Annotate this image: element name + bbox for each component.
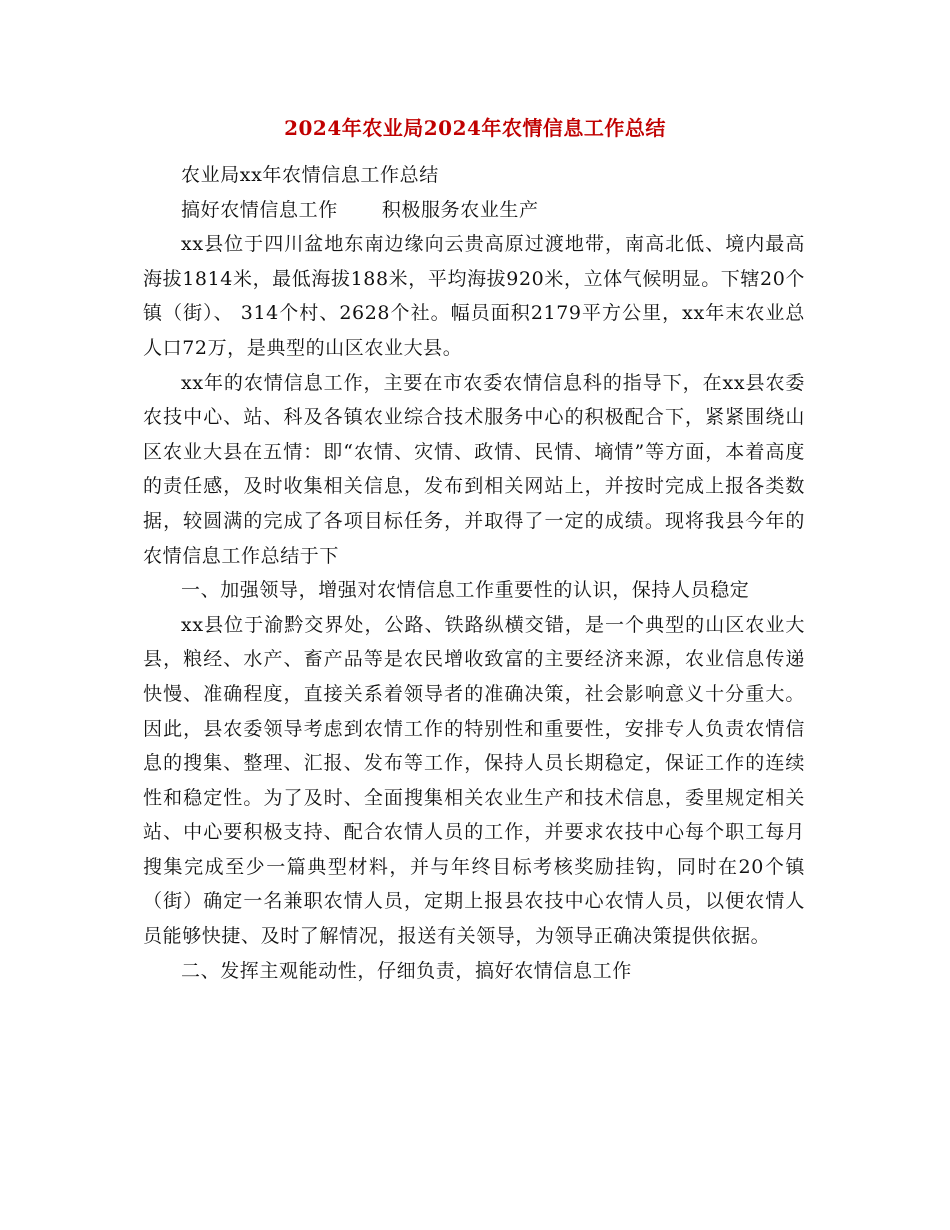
slogan-part-2: 积极服务农业生产	[381, 198, 539, 221]
document-body	[143, 158, 805, 988]
slogan-part-1: 搞好农情信息工作	[181, 198, 338, 221]
document-slogan	[143, 193, 805, 228]
document-subtitle: 农业局xx年农情信息工作总结	[181, 164, 439, 186]
document-title: 2024年农业局2024年农情信息工作总结	[284, 116, 666, 140]
paragraph-intro: xx年的农情信息工作，主要在市农委农情信息科的指导下，在xx县农委农技中心、站、科及各镇农业综合技术服务中心的积极配合下，紧紧围绕山区农业大县在五情：即“农情、灾情、政情、民情、墒情”等方面，本着高度的责任感，及时收集相关信息，发布到相关网站上，并按时完成上报各类数据，较圆满的完成了各项目标任务，并取得了一定的成绩。现将我县今年的农情信息工作总结于下	[143, 371, 805, 567]
section-heading-1: 一、加强领导，增强对农情信息工作重要性的认识，保持人员稳定	[181, 579, 750, 602]
paragraph-overview: xx县位于四川盆地东南边缘向云贵高原过渡地带，南高北低、境内最高海拔1814米，最低海拔188米，平均海拔920米，立体气候明显。下辖20个镇（街）、 314个村、2628个社。幅员面积2179平方公里，xx年末农业总人口72万，是典型的山区农业大县。	[143, 233, 805, 359]
section-heading-2: 二、发挥主观能动性，仔细负责，搞好农情信息工作	[181, 959, 632, 982]
paragraph-section-1: xx县位于渝黔交界处，公路、铁路纵横交错，是一个典型的山区农业大县，粮经、水产、畜产品等是农民增收致富的主要经济来源，农业信息传递快慢、准确程度，直接关系着领导者的准确决策，社会影响意义十分重大。因此，县农委领导考虑到农情工作的特别性和重要性，安排专人负责农情信息的搜集、整理、汇报、发布等工作，保持人员长期稳定，保证工作的连续性和稳定性。为了及时、全面搜集相关农业生产和技术信息，委里规定相关站、中心要积极支持、配合农情人员的工作，并要求农技中心每个职工每月搜集完成至少一篇典型材料，并与年终目标考核奖励挂钩，同时在20个镇（街）确定一名兼职农情人员，定期上报县农技中心农情人员，以便农情人员能够快捷、及时了解情况，报送有关领导，为领导正确决策提供依据。	[143, 613, 805, 948]
